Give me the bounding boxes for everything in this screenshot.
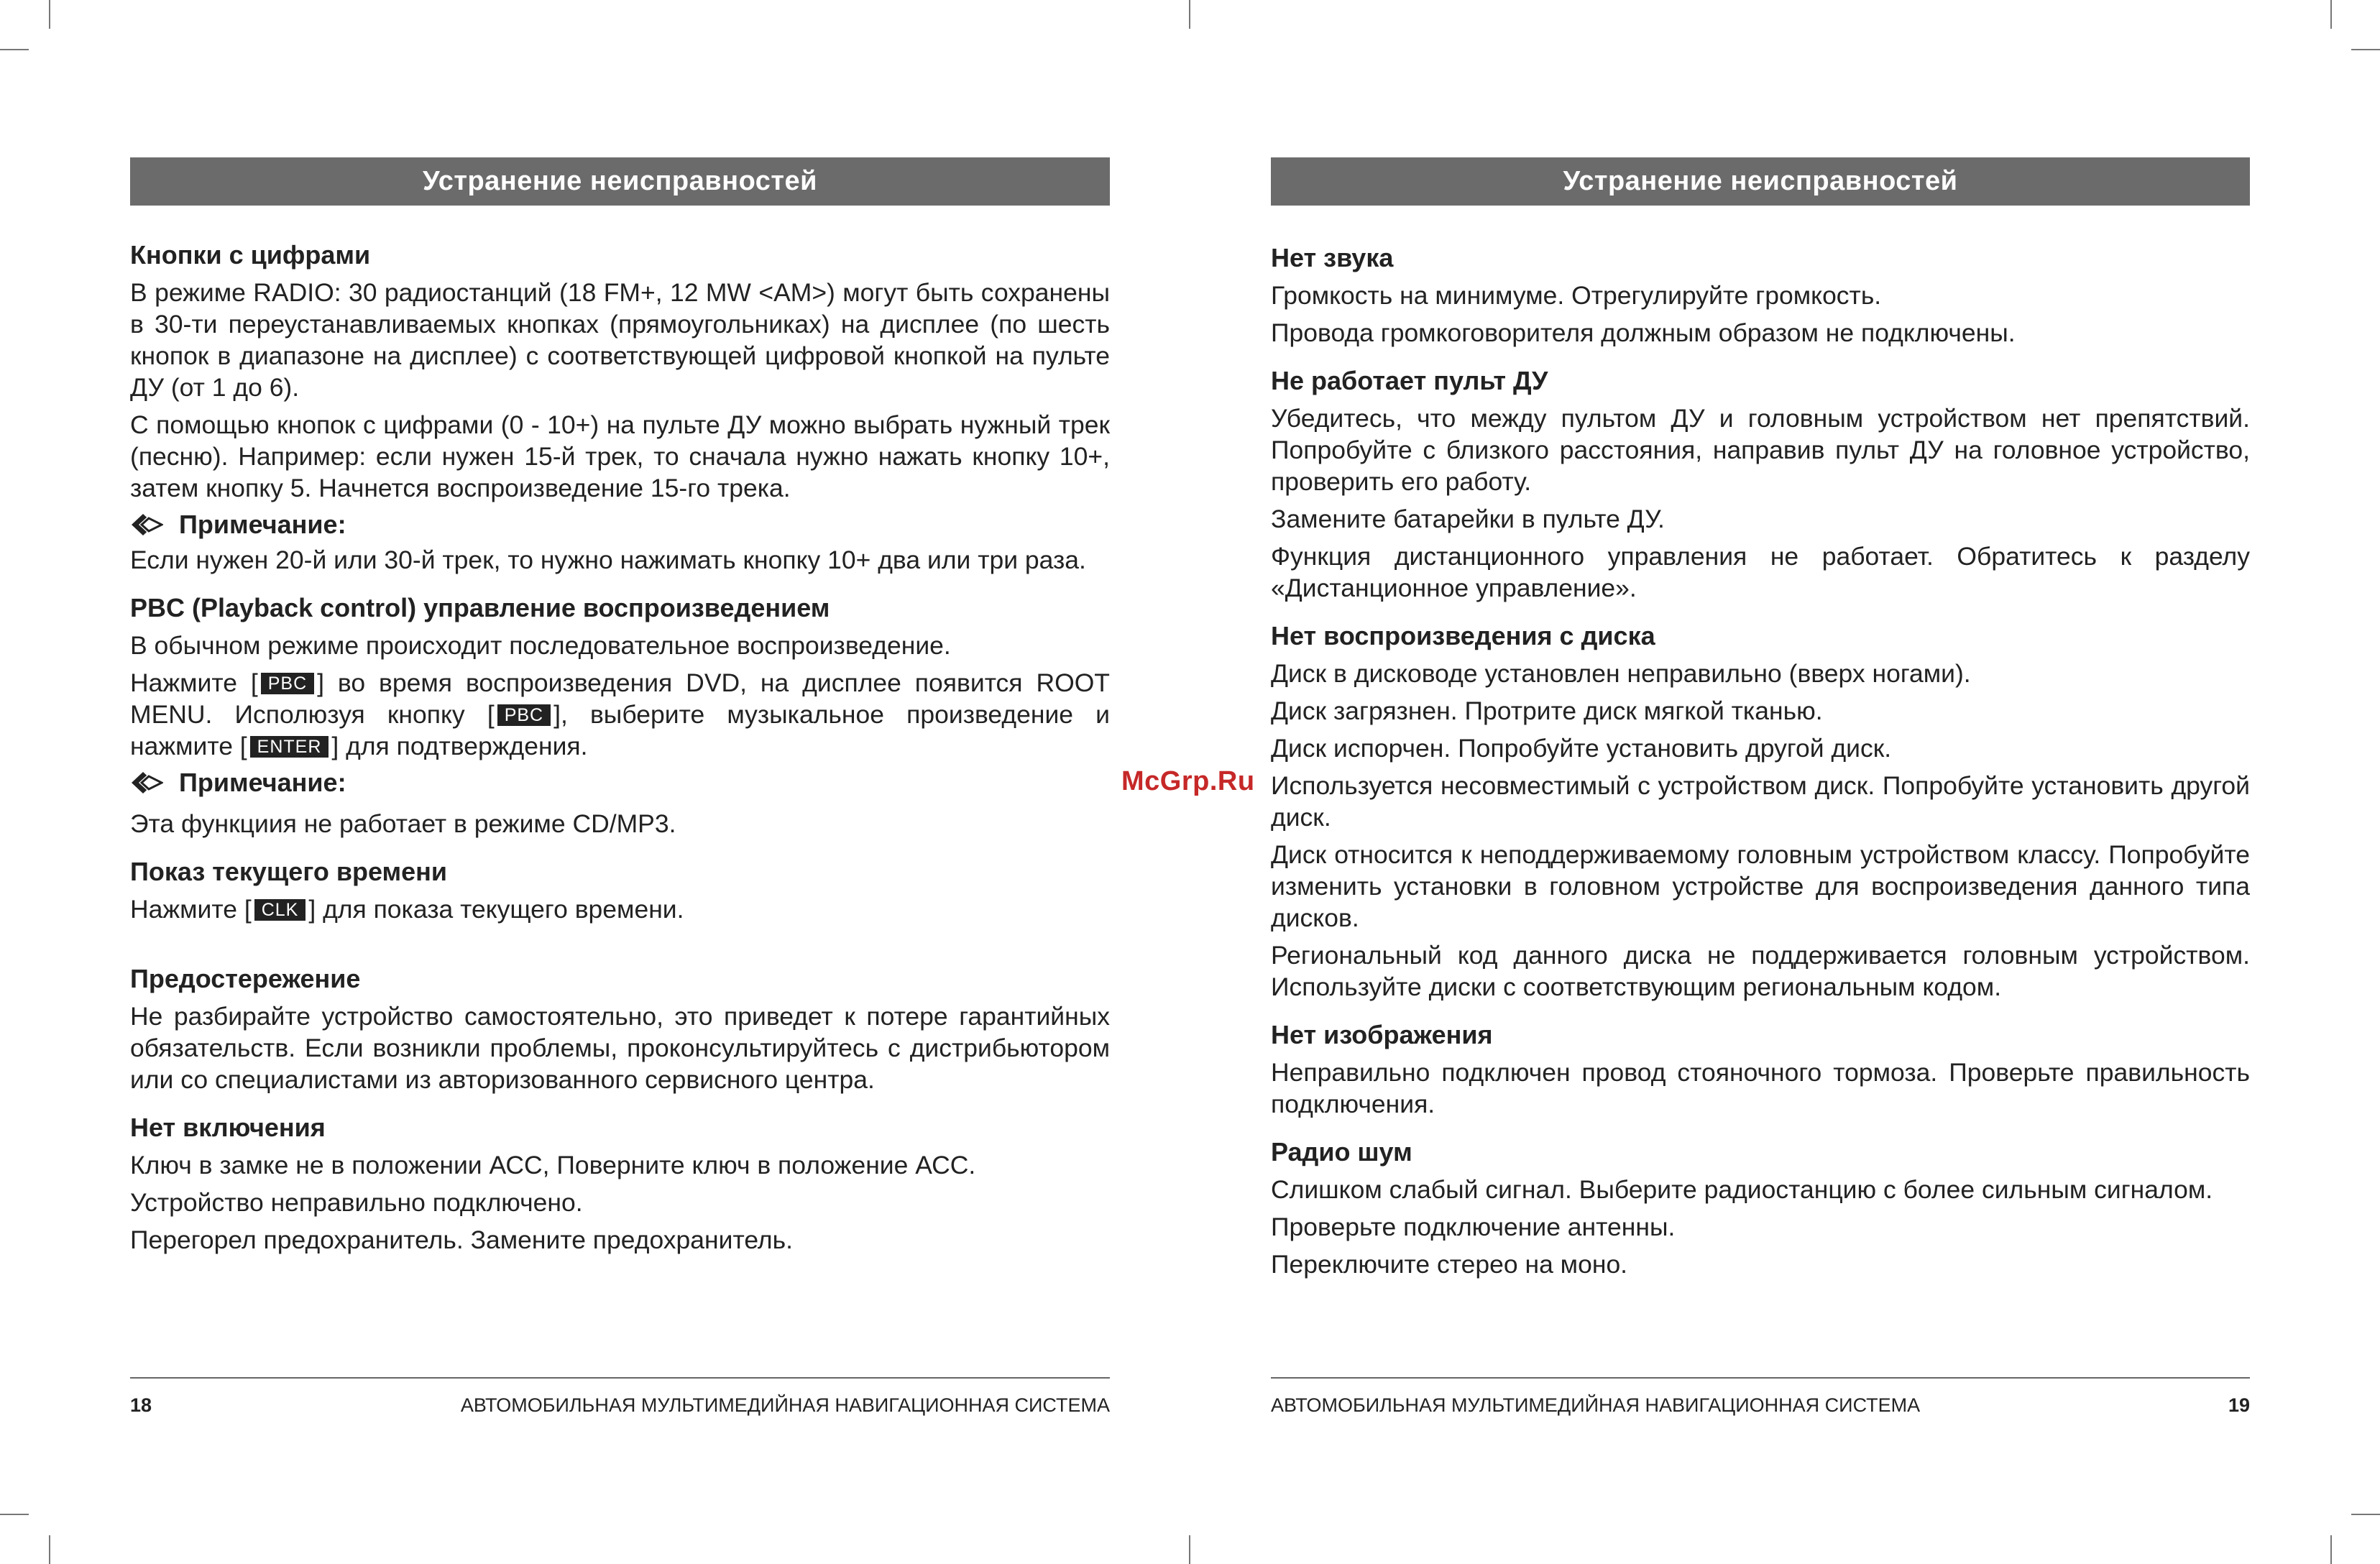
- paragraph: Региональный код данного диска не поддерживается головным устройством. Используйте диски с соответствующим региональным кодом.: [1271, 941, 2250, 1001]
- paragraph: Используется несовместимый с устройством диск. Попробуйте установить другой диск.: [1271, 771, 2250, 832]
- paragraph: Диск в дисководе установлен неправильно (вверх ногами).: [1271, 659, 1971, 688]
- paragraph: Нажмите [ CLK ] для показа текущего времени.: [130, 895, 684, 924]
- note-label: Примечание:: [179, 768, 346, 797]
- crop-mark: [2351, 1514, 2380, 1515]
- section-heading: Кнопки с цифрами: [130, 240, 371, 270]
- crop-mark: [1189, 0, 1190, 29]
- remote-section: [1271, 364, 2250, 604]
- paragraph: Проверьте подключение антенны.: [1271, 1213, 1676, 1241]
- paragraph: Неправильно подключен провод стояночного тормоза. Проверьте правильность подключения.: [1271, 1058, 2250, 1118]
- page-number: 19: [2228, 1394, 2250, 1416]
- paragraph: Диск относится к неподдерживаемому головным устройством классу. Попробуйте изменить установки в головном устройстве для воспроизведения данного типа дисков.: [1271, 840, 2250, 932]
- sound-section: [1271, 242, 2250, 349]
- watermark: McGrp.Ru: [1121, 766, 1255, 796]
- page-footer: [130, 1377, 1110, 1417]
- page-left: [130, 0, 1110, 1564]
- section-banner: Устранение неисправностей: [130, 157, 1110, 206]
- section-heading: Нет воспроизведения с диска: [1271, 621, 1655, 650]
- time-section: [130, 855, 1110, 925]
- image-section: [1271, 1018, 2250, 1120]
- paragraph: С помощью кнопок с цифрами (0 - 10+) на пульте ДУ можно выбрать нужный трек (песню). Например: если нужен 15-й трек, то сначала нужно нажать кнопку 10+, затем кнопку 5. Начнется воспроизведение 15-го трека.: [130, 410, 1110, 502]
- section-banner: Устранение неисправностей: [1271, 157, 2250, 206]
- section-heading: Не работает пульт ДУ: [1271, 366, 1548, 395]
- crop-mark: [49, 0, 50, 29]
- enter-key-icon: ENTER: [250, 736, 329, 758]
- power-section: [130, 1111, 1110, 1256]
- note-diamond-icon: [130, 512, 163, 537]
- note-heading: [130, 510, 1110, 540]
- section-heading: Показ текущего времени: [130, 857, 448, 886]
- pbc-section: [130, 592, 1110, 840]
- crop-mark: [49, 1535, 50, 1564]
- radio-section: [1271, 1136, 2250, 1280]
- paragraph: Диск испорчен. Попробуйте установить другой диск.: [1271, 734, 1892, 763]
- paragraph: Провода громкоговорителя должным образом не подключены.: [1271, 318, 2016, 347]
- note-text: Эта функциия не работает в режиме CD/MP3.: [130, 809, 676, 838]
- section-heading: Предостережение: [130, 964, 361, 993]
- crop-mark: [2330, 1535, 2332, 1564]
- note-label: Примечание:: [179, 510, 346, 539]
- page-content: [1271, 242, 2250, 1296]
- section-heading: PBC (Playback control) управление воспроизведением: [130, 593, 830, 622]
- paragraph: Функция дистанционного управления не работает. Обратитесь к разделу «Дистанционное управление».: [1271, 542, 2250, 602]
- paragraph: Нажмите [ PBC ] во время воспроизведения DVD, на дисплее появится ROOT MENU. Исполюзуя кнопку [ PBC ], выберите музыкальное произведение и нажмите [ ENTER ] для подтверждения.: [130, 668, 1110, 760]
- crop-mark: [0, 49, 29, 50]
- paragraph: Убедитесь, что между пультом ДУ и головным устройством нет препятствий. Попробуйте с близкого расстояния, направив пульт ДУ на головное устройство, проверить его работу.: [1271, 404, 2250, 496]
- warning-section: [130, 962, 1110, 1095]
- note-diamond-icon: [130, 770, 163, 795]
- page-footer: [1271, 1377, 2250, 1417]
- paragraph: Диск загрязнен. Протрите диск мягкой тканью.: [1271, 696, 1823, 725]
- paragraph: Устройство неправильно подключено.: [130, 1188, 583, 1217]
- disc-section: [1271, 620, 2250, 1003]
- section-heading: Нет изображения: [1271, 1020, 1493, 1049]
- section-heading: Нет звука: [1271, 243, 1394, 272]
- paragraph: Не разбирайте устройство самостоятельно, это приведет к потере гарантийных обязательств. Если возникли проблемы, проконсультируйтесь с дистрибьютором или со специалистами из авторизованного сервисного центра.: [130, 1002, 1110, 1094]
- pbc-key-icon: PBC: [497, 704, 551, 726]
- page-right: [1271, 0, 2250, 1564]
- note-heading: [130, 768, 1110, 798]
- paragraph: Замените батарейки в пульте ДУ.: [1271, 505, 1665, 533]
- section-heading: Нет включения: [130, 1113, 326, 1142]
- page-number: 18: [130, 1394, 152, 1416]
- note-text: Если нужен 20-й или 30-й трек, то нужно нажимать кнопку 10+ два или три раза.: [130, 546, 1086, 574]
- digits-section: [130, 239, 1110, 576]
- footer-title: АВТОМОБИЛЬНАЯ МУЛЬТИМЕДИЙНАЯ НАВИГАЦИОННАЯ СИСТЕМА: [460, 1394, 1110, 1416]
- paragraph: Перегорел предохранитель. Замените предохранитель.: [130, 1225, 793, 1254]
- crop-mark: [1189, 1535, 1190, 1564]
- paragraph: Слишком слабый сигнал. Выберите радиостанцию с более сильным сигналом.: [1271, 1175, 2213, 1204]
- paragraph: Ключ в замке не в положении АСС, Поверните ключ в положение АСС.: [130, 1151, 976, 1179]
- footer-title: АВТОМОБИЛЬНАЯ МУЛЬТИМЕДИЙНАЯ НАВИГАЦИОННАЯ СИСТЕМА: [1271, 1394, 1921, 1416]
- crop-mark: [0, 1514, 29, 1515]
- clk-key-icon: CLK: [254, 899, 306, 921]
- pbc-key-icon: PBC: [261, 673, 314, 694]
- paragraph: Переключите стерео на моно.: [1271, 1250, 1628, 1279]
- crop-mark: [2351, 49, 2380, 50]
- paragraph: В обычном режиме происходит последовательное воспроизведение.: [130, 631, 951, 660]
- paragraph: В режиме RADIO: 30 радиостанций (18 FM+, 12 MW <AM>) могут быть сохранены в 30-ти переустанавливаемых кнопках (прямоугольниках) на дисплее (по шесть кнопок в диапазоне на дисплее) с соответствующей цифровой кнопкой на пульте ДУ (от 1 до 6).: [130, 278, 1110, 402]
- paragraph: Громкость на минимуме. Отрегулируйте громкость.: [1271, 281, 1882, 310]
- crop-mark: [2330, 0, 2332, 29]
- page-content: [130, 239, 1110, 1271]
- section-heading: Радио шум: [1271, 1137, 1412, 1167]
